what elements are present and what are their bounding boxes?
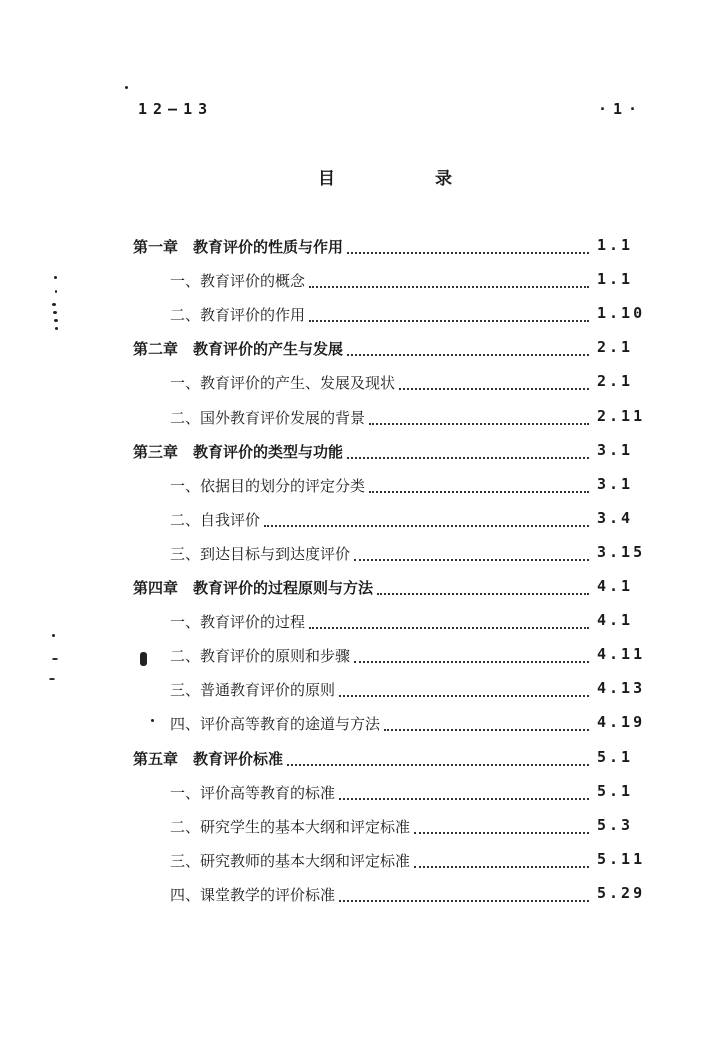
toc-entry	[0, 338, 714, 366]
toc-entry-page: 2.11	[597, 407, 646, 425]
page-number: ·1·	[598, 100, 644, 118]
leader-dots	[414, 858, 589, 868]
toc-entry-label: 二、国外教育评价发展的背景	[170, 409, 366, 427]
scan-speck	[125, 86, 128, 89]
toc-entry-page: 2.1	[597, 372, 634, 390]
toc-entry-label: 第四章 教育评价的过程原则与方法	[133, 579, 374, 597]
scan-speck	[55, 327, 58, 330]
leader-dots	[354, 653, 589, 663]
toc-entry	[0, 884, 714, 912]
scan-speck	[52, 303, 56, 306]
leader-dots	[309, 312, 589, 322]
leader-dots	[377, 585, 589, 595]
toc-entry-label: 三、研究教师的基本大纲和评定标准	[170, 852, 411, 870]
toc-entry-page: 5.1	[597, 782, 634, 800]
leader-dots	[339, 892, 589, 902]
toc-entry-label: 二、自我评价	[170, 511, 261, 529]
toc-entry	[0, 441, 714, 469]
toc-entry-page: 3.1	[597, 475, 634, 493]
toc-entry-page: 4.19	[597, 713, 646, 731]
leader-dots	[347, 346, 589, 356]
toc-entry	[0, 236, 714, 264]
leader-dots	[414, 824, 589, 834]
toc-entry	[0, 509, 714, 537]
toc-entry	[0, 270, 714, 298]
toc-entry-label: 第五章 教育评价标准	[133, 750, 284, 768]
toc-entry-page: 1.1	[597, 270, 634, 288]
toc-entry-page: 3.15	[597, 543, 646, 561]
toc-entry-label: 四、评价高等教育的途道与方法	[170, 715, 381, 733]
toc-entry-page: 4.11	[597, 645, 646, 663]
toc-entry-page: 4.13	[597, 679, 646, 697]
page-title: 目录	[318, 169, 552, 189]
toc-entry	[0, 372, 714, 400]
toc-entry	[0, 850, 714, 878]
toc-entry-label: 一、教育评价的产生、发展及现状	[170, 374, 396, 392]
toc-entry-label: 二、研究学生的基本大纲和评定标准	[170, 818, 411, 836]
scan-speck	[140, 652, 147, 666]
toc-entry	[0, 543, 714, 571]
toc-entry-page: 5.3	[597, 816, 634, 834]
toc-entry-page: 4.1	[597, 577, 634, 595]
toc-entry-label: 二、教育评价的作用	[170, 306, 306, 324]
toc-entry-page: 3.1	[597, 441, 634, 459]
toc-entry-page: 1.10	[597, 304, 646, 322]
toc-entry	[0, 577, 714, 605]
toc-entry-label: 一、评价高等教育的标准	[170, 784, 336, 802]
toc-entry	[0, 782, 714, 810]
toc-entry-page: 5.1	[597, 748, 634, 766]
leader-dots	[339, 687, 589, 697]
toc-entry-label: 二、教育评价的原则和步骤	[170, 647, 351, 665]
toc-entry-page: 5.11	[597, 850, 646, 868]
toc-entry-label: 三、到达目标与到达度评价	[170, 545, 351, 563]
toc-entry-page: 2.1	[597, 338, 634, 356]
scan-speck	[55, 290, 57, 293]
toc-entry-page: 1.1	[597, 236, 634, 254]
toc-entry-label: 四、课堂教学的评价标准	[170, 886, 336, 904]
toc-entry	[0, 816, 714, 844]
scan-speck	[53, 311, 57, 314]
toc-entry-page: 5.29	[597, 884, 646, 902]
page-header-left: 12—13	[138, 100, 214, 118]
scan-speck	[54, 276, 57, 279]
toc-entry-page: 4.1	[597, 611, 634, 629]
toc-entry-label: 三、普通教育评价的原则	[170, 681, 336, 699]
leader-dots	[339, 790, 589, 800]
toc-entry	[0, 679, 714, 707]
toc-entry	[0, 304, 714, 332]
scan-speck	[151, 719, 154, 722]
toc-entry	[0, 713, 714, 741]
toc-entry	[0, 645, 714, 673]
scan-speck	[52, 634, 55, 637]
leader-dots	[384, 721, 589, 731]
leader-dots	[287, 756, 589, 766]
toc-entry	[0, 611, 714, 639]
toc-entry-label: 一、教育评价的概念	[170, 272, 306, 290]
scan-speck	[52, 658, 58, 660]
scan-speck	[49, 678, 55, 680]
toc-entry-label: 一、教育评价的过程	[170, 613, 306, 631]
leader-dots	[369, 415, 589, 425]
toc-entry-label: 第一章 教育评价的性质与作用	[133, 238, 344, 256]
scan-speck	[54, 319, 58, 322]
toc-entry	[0, 407, 714, 435]
toc-entry-label: 一、依据目的划分的评定分类	[170, 477, 366, 495]
leader-dots	[309, 278, 589, 288]
toc-entry-label: 第二章 教育评价的产生与发展	[133, 340, 344, 358]
leader-dots	[264, 517, 589, 527]
leader-dots	[369, 483, 589, 493]
toc-entry	[0, 748, 714, 776]
leader-dots	[309, 619, 589, 629]
leader-dots	[399, 380, 589, 390]
toc-entry	[0, 475, 714, 503]
toc-entry-label: 第三章 教育评价的类型与功能	[133, 443, 344, 461]
leader-dots	[347, 244, 589, 254]
leader-dots	[354, 551, 589, 561]
toc-entry-page: 3.4	[597, 509, 634, 527]
leader-dots	[347, 449, 589, 459]
